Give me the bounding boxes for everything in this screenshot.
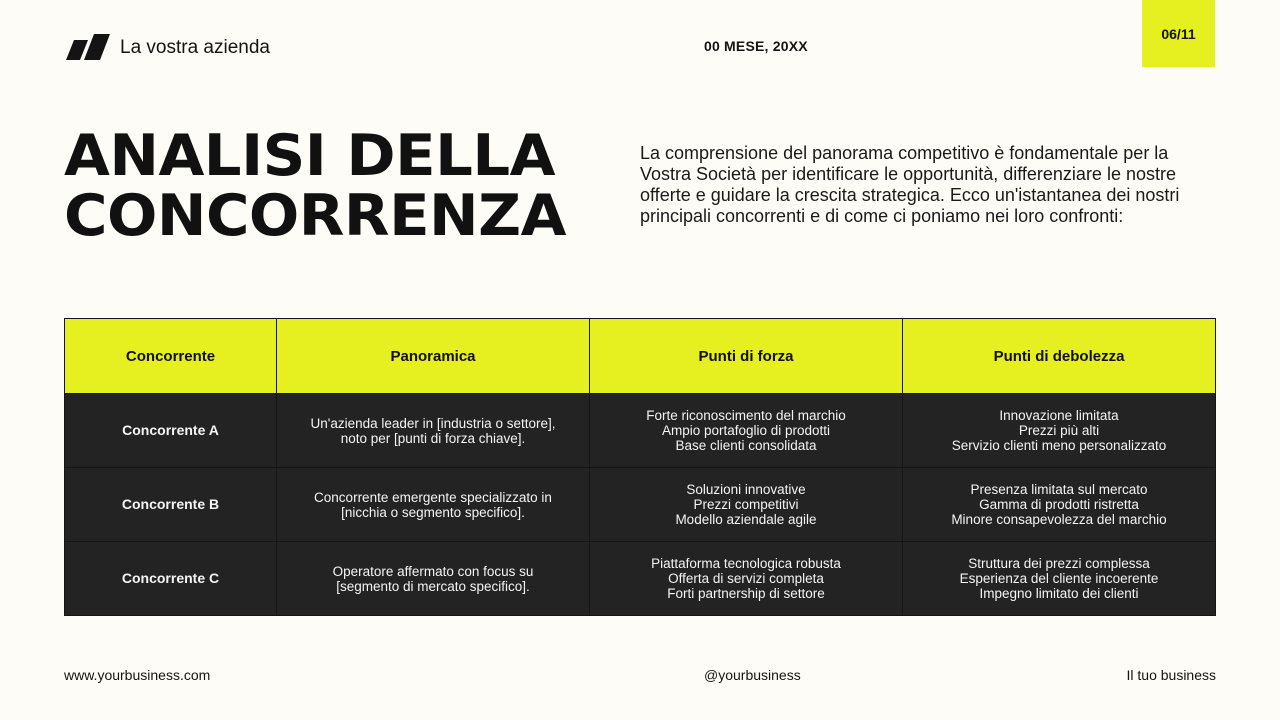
competitor-table <box>64 318 1216 616</box>
competitor-weaknesses <box>903 468 1216 542</box>
overview-line: [nicchia o segmento specifico]. <box>341 504 525 520</box>
strength-item: Ampio portafoglio di prodotti <box>661 423 831 438</box>
strength-item: Prezzi competitivi <box>693 497 799 512</box>
header-strengths: Punti di forza <box>590 319 903 394</box>
competitor-strengths <box>590 468 903 542</box>
competitor-weaknesses <box>903 394 1216 468</box>
weakness-item: Esperienza del cliente incoerente <box>959 571 1159 586</box>
competitor-strengths <box>590 542 903 616</box>
strength-item: Forti partnership di settore <box>667 586 825 601</box>
page-title-line-2: CONCORRENZA <box>64 183 566 249</box>
strength-item: Piattaforma tecnologica robusta <box>651 556 841 571</box>
footer-business: Il tuo business <box>1126 667 1216 683</box>
weakness-item: Innovazione limitata <box>999 408 1119 423</box>
overview-line: noto per [punti di forza chiave]. <box>340 430 526 446</box>
footer-handle: @yourbusiness <box>704 667 801 683</box>
overview-line: Operatore affermato con focus su <box>332 563 534 579</box>
strength-item: Forte riconoscimento del marchio <box>646 408 846 423</box>
strength-item: Modello aziendale agile <box>675 512 817 527</box>
competitor-overview <box>277 542 590 616</box>
page-title <box>64 123 566 249</box>
competitor-weaknesses <box>903 542 1216 616</box>
footer-website: www.yourbusiness.com <box>64 667 211 683</box>
competitor-name: Concorrente C <box>65 542 277 616</box>
overview-line: [segmento di mercato specifico]. <box>336 578 530 594</box>
weakness-item: Struttura dei prezzi complessa <box>968 556 1150 571</box>
weakness-item: Prezzi più alti <box>1018 423 1100 438</box>
competitor-name: Concorrente A <box>65 394 277 468</box>
strength-item: Soluzioni innovative <box>686 482 806 497</box>
weakness-item: Impegno limitato dei clienti <box>979 586 1139 601</box>
overview-line: Un'azienda leader in [industria o settore], <box>310 415 556 431</box>
table-row <box>65 468 1216 542</box>
header-overview: Panoramica <box>277 319 590 394</box>
strength-item: Base clienti consolidata <box>675 438 817 453</box>
weakness-item: Gamma di prodotti ristretta <box>979 497 1139 512</box>
weakness-item: Servizio clienti meno personalizzato <box>951 438 1167 453</box>
intro-paragraph: La comprensione del panorama competitivo è fondamentale per la Vostra Società per identificare le opportunità, differenziare le nostre offerte e guidare la crescita strategica. Ecco un'istantanea dei nostri principali concorrenti e di come ci poniamo nei loro confronti: <box>640 143 1180 226</box>
strength-item: Offerta di servizi completa <box>668 571 824 586</box>
page-number: 06/11 <box>1161 25 1196 42</box>
competitor-name: Concorrente B <box>65 468 277 542</box>
header-date: 00 MESE, 20XX <box>704 38 808 54</box>
header-logo <box>64 34 270 62</box>
page-number-badge <box>1142 0 1215 67</box>
weakness-item: Minore consapevolezza del marchio <box>951 512 1167 527</box>
brand-name: La vostra azienda <box>120 37 270 58</box>
weakness-item: Presenza limitata sul mercato <box>970 482 1148 497</box>
slanted-bars-logo-icon <box>64 34 110 62</box>
table-header-row <box>65 319 1216 394</box>
competitor-overview <box>277 468 590 542</box>
table-row <box>65 542 1216 616</box>
competitor-overview <box>277 394 590 468</box>
overview-line: Concorrente emergente specializzato in <box>314 489 552 505</box>
table-row <box>65 394 1216 468</box>
header-weaknesses: Punti di debolezza <box>903 319 1216 394</box>
header-competitor: Concorrente <box>65 319 277 394</box>
page-title-line-1: ANALISI DELLA <box>64 123 555 189</box>
competitor-strengths <box>590 394 903 468</box>
